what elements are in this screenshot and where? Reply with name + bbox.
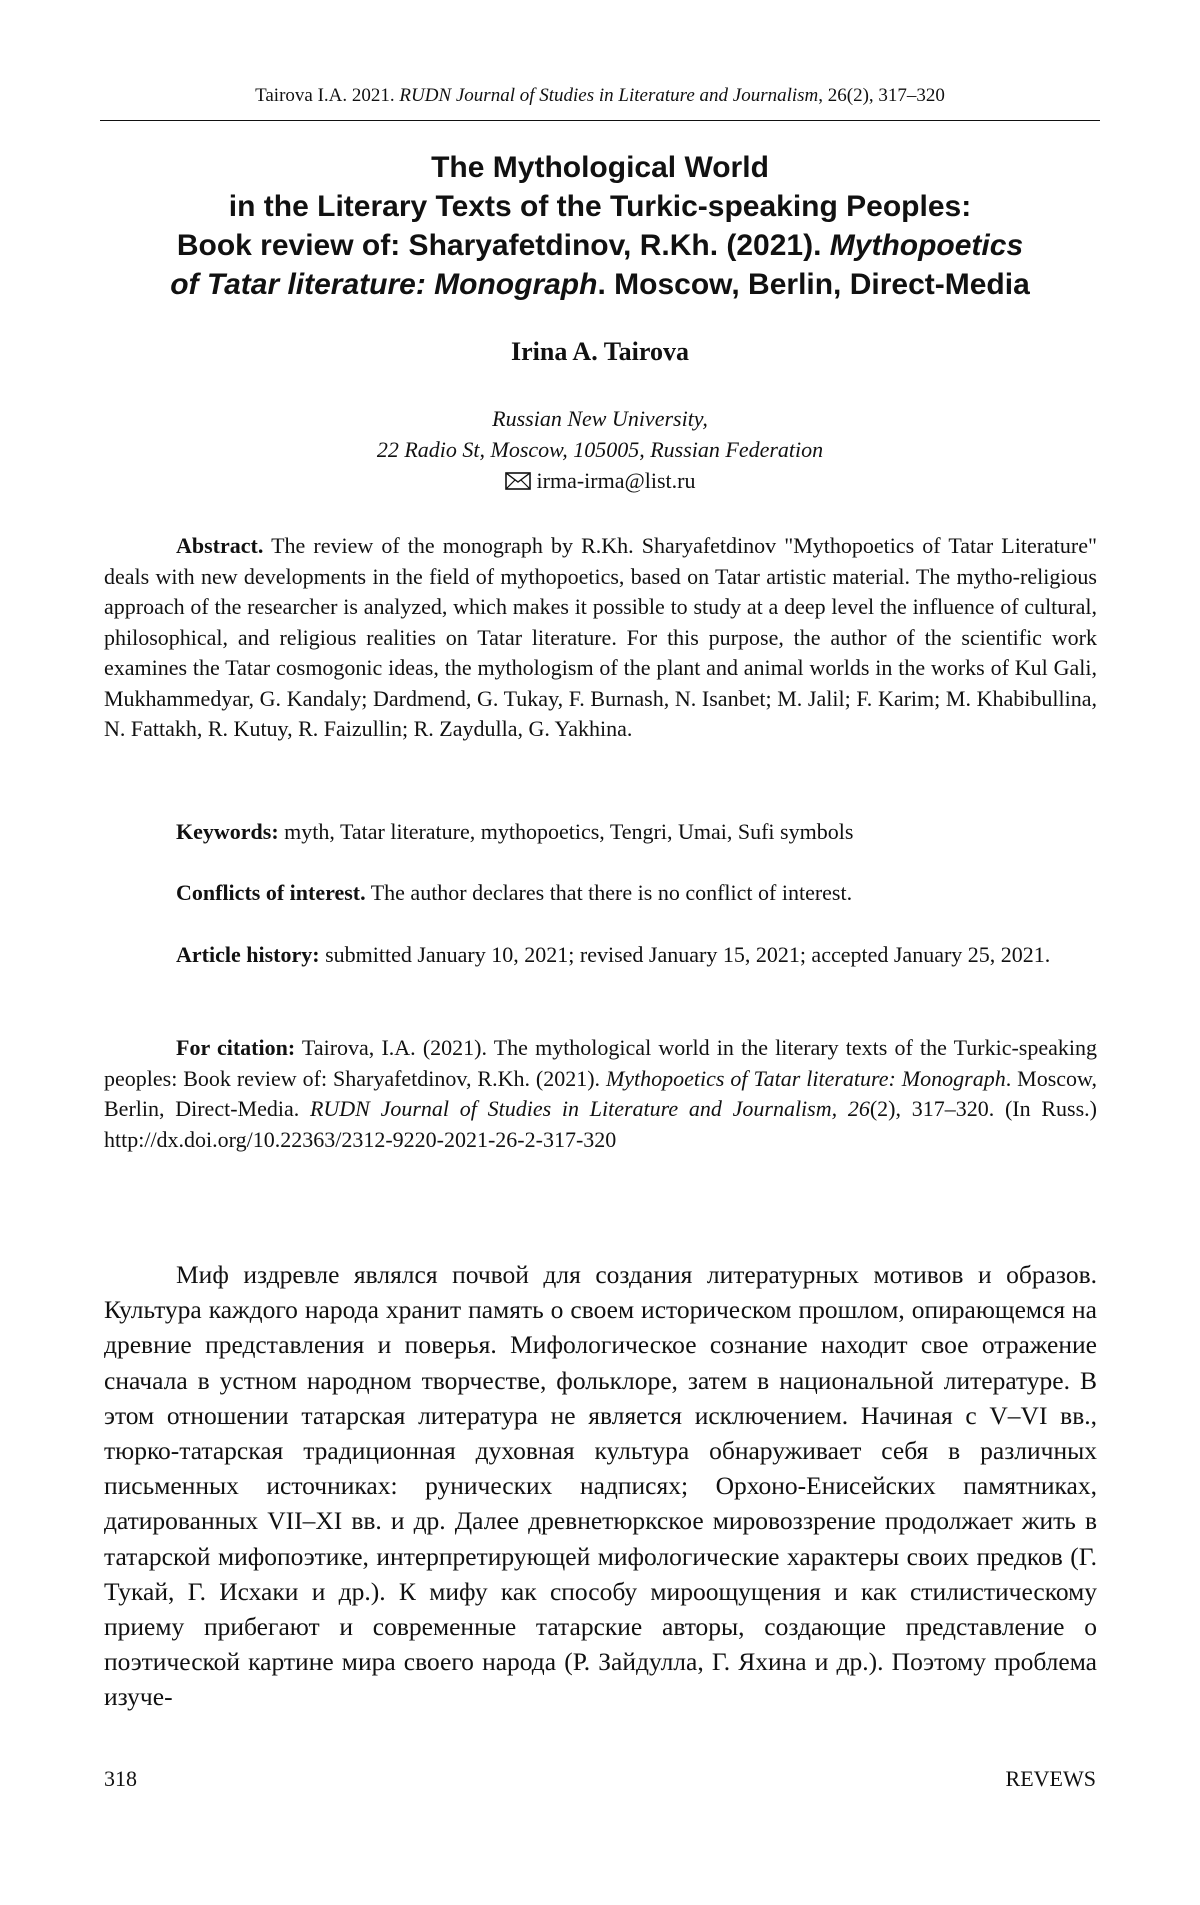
citation-part-2: . Moscow, Berlin, Direct-Media. <box>104 1065 1097 1121</box>
abstract-label: Abstract. <box>176 533 264 558</box>
citation-journal: RUDN Journal of Studies in Literature and Journalism, 26 <box>309 1096 870 1121</box>
author-affiliation <box>100 403 1100 496</box>
author-email-address[interactable]: irma-irma@list.ru <box>536 468 696 493</box>
conflicts-label: Conflicts of interest. <box>176 880 366 905</box>
history-label: Article history: <box>176 942 320 967</box>
conflicts-of-interest <box>104 878 1097 909</box>
body-paragraph: Миф издревле являлся почвой для создания литературных мотивов и образов. Культура каждого народа хранит память о своем историческом прошлом, опирающемся на древние представления и поверья. Мифологическое сознание находит свое отражение сначала в устном народном творчестве, фольклоре, затем в национальной литературе. В этом отношении татарская литература не является исключением. Начиная с V–VI вв., тюрко-татарская традиционная духовная культура обнаруживает себя в различных письменных источниках: рунических надписях; Орхоно-Енисейских памятниках, датированных VII–XI вв. и др. Далее древнетюркское мировоззрение продолжает жить в татарской мифопоэтике, интерпретирующей мифологические характеры своих предков (Г. Тукай, Г. Исхаки и др.). К мифу как способу мироощущения и как стилистическому приему прибегают и современные татарские авторы, создающие представление о поэтической картине мира своего народа (Р. Зайдулла, Г. Яхина и др.). Поэтому проблема изуче- <box>104 1260 1097 1712</box>
title-line-1: The Mythological World <box>431 151 769 184</box>
abstract <box>104 531 1097 745</box>
running-head <box>100 84 1100 108</box>
running-head-journal: RUDN Journal of Studies in Literature and Journalism <box>399 85 819 106</box>
title-line-2: in the Literary Texts of the Turkic-speaking Peoples: <box>228 190 972 223</box>
citation-part-1: Tairova, I.A. (2021). The mythological world in the literary texts of the Turkic-speaking peoples: Book review of: Sharyafetdinov, R.Kh. (2021). <box>104 1035 1097 1091</box>
title-line-4-plain: . Moscow, Berlin, Direct-Media <box>597 268 1030 301</box>
keywords <box>104 817 1097 848</box>
envelope-icon <box>505 472 531 490</box>
header-divider <box>100 120 1100 121</box>
citation-book-title: Mythopoetics of Tatar literature: Monograph <box>605 1065 1006 1091</box>
title-line-3-plain: Book review of: Sharyafetdinov, R.Kh. (2021). <box>176 229 830 262</box>
keywords-label: Keywords: <box>176 819 279 844</box>
citation-label: For citation: <box>176 1035 296 1060</box>
history-text: submitted January 10, 2021; revised January 15, 2021; accepted January 25, 2021. <box>319 942 1051 967</box>
affiliation-address: 22 Radio St, Moscow, 105005, Russian Federation <box>376 437 824 462</box>
section-name: REVEWS <box>1005 1766 1096 1791</box>
page-number: 318 <box>104 1766 137 1791</box>
citation-part-3: (2), 317–320. (In Russ.) http://dx.doi.org/10.22363/2312-9220-2021-26-2-317-320 <box>104 1096 1097 1152</box>
author-name: Irina A. Tairova <box>511 337 689 366</box>
running-head-citation-prefix: Tairova I.A. 2021. <box>255 85 395 106</box>
abstract-text: The review of the monograph by R.Kh. Sharyafetdinov "Mythopoetics of Tatar Literature" deals with new developments in the field of mythopoetics, based on Tatar artistic material. The mytho-religious approach of the researcher is analyzed, which makes it possible to study at a deep level the influence of cultural, philosophical, and religious realities on Tatar literature. For this purpose, the author of the scientific work examines the Tatar cosmogonic ideas, the mythologism of the plant and animal worlds in the works of Kul Gali, Mukhammedyar, G. Kandaly; Dardmend, G. Tukay, F. Burnash, N. Isanbet; M. Jalil; F. Karim; M. Khabibullina, N. Fattakh, R. Kutuy, R. Faizullin; R. Zaydulla, G. Yakhina. <box>104 533 1097 741</box>
running-head-citation-suffix: , 26(2), 317–320 <box>818 85 945 106</box>
article-history <box>104 940 1097 971</box>
article-title <box>100 148 1100 304</box>
affiliation-institution: Russian New University, <box>492 406 708 431</box>
title-line-3-italic: Mythopoetics <box>829 229 1024 262</box>
keywords-text: myth, Tatar literature, mythopoetics, Tengri, Umai, Sufi symbols <box>278 819 854 844</box>
author-email <box>100 465 1100 496</box>
title-line-3 <box>100 226 1100 265</box>
citation-block <box>104 1033 1097 1155</box>
title-line-4-italic: of Tatar literature: Monograph <box>170 268 598 301</box>
title-line-4 <box>100 265 1100 304</box>
conflicts-text: The author declares that there is no conflict of interest. <box>365 880 853 905</box>
